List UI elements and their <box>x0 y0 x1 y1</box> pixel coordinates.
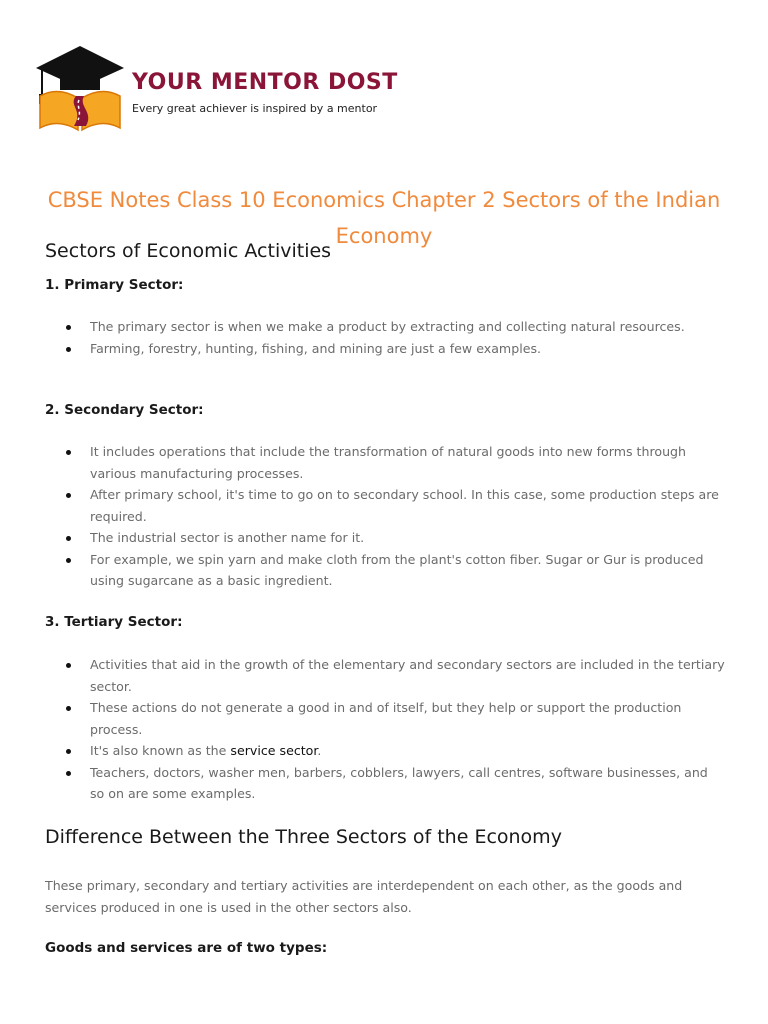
service-prefix: It's also known as the <box>90 743 231 758</box>
list-item: These actions do not generate a good in and of itself, but they help or support the production process. <box>90 697 725 740</box>
brand-name: YOUR MENTOR DOST <box>132 70 398 95</box>
list-item: Teachers, doctors, washer men, barbers, cobblers, lawyers, call centres, software businesses, and so on are some examples. <box>90 762 725 805</box>
list-item: The primary sector is when we make a product by extracting and collecting natural resources. <box>90 316 725 338</box>
list-item: After primary school, it's time to go on to secondary school. In this case, some production steps are required. <box>90 484 725 527</box>
primary-sector-list <box>45 316 725 359</box>
tertiary-sector-list <box>45 654 725 805</box>
document-title: CBSE Notes Class 10 Economics Chapter 2 Sectors of the Indian Economy <box>47 188 721 249</box>
service-suffix: . <box>317 743 322 758</box>
list-item: It includes operations that include the transformation of natural goods into new forms through various manufacturing processes. <box>90 441 725 484</box>
list-item: Farming, forestry, hunting, fishing, and mining are just a few examples. <box>90 338 725 360</box>
goods-services-heading: Goods and services are of two types: <box>45 940 328 956</box>
list-item-service-sector <box>90 740 725 762</box>
service-sector-term: service sector <box>230 743 318 758</box>
secondary-sector-list <box>45 441 725 592</box>
brand-tagline: Every great achiever is inspired by a mentor <box>132 102 378 115</box>
list-item: Activities that aid in the growth of the elementary and secondary sectors are included in the tertiary sector. <box>90 654 725 697</box>
primary-sector-heading: 1. Primary Sector: <box>45 277 184 293</box>
brand-logo <box>32 44 398 144</box>
secondary-sector-heading: 2. Secondary Sector: <box>45 402 204 418</box>
difference-paragraph: These primary, secondary and tertiary activities are interdependent on each other, as the goods and services produced in one is used in the other sectors also. <box>45 878 683 915</box>
list-item: The industrial sector is another name for it. <box>90 527 725 549</box>
list-item: For example, we spin yarn and make cloth from the plant's cotton fiber. Sugar or Gur is produced using sugarcane as a basic ingredient. <box>90 549 725 592</box>
tertiary-sector-heading: 3. Tertiary Sector: <box>45 614 183 630</box>
section-heading-activities: Sectors of Economic Activities <box>45 240 332 262</box>
section-heading-difference: Difference Between the Three Sectors of the Economy <box>45 826 562 848</box>
graduation-cap-icon <box>32 44 128 136</box>
